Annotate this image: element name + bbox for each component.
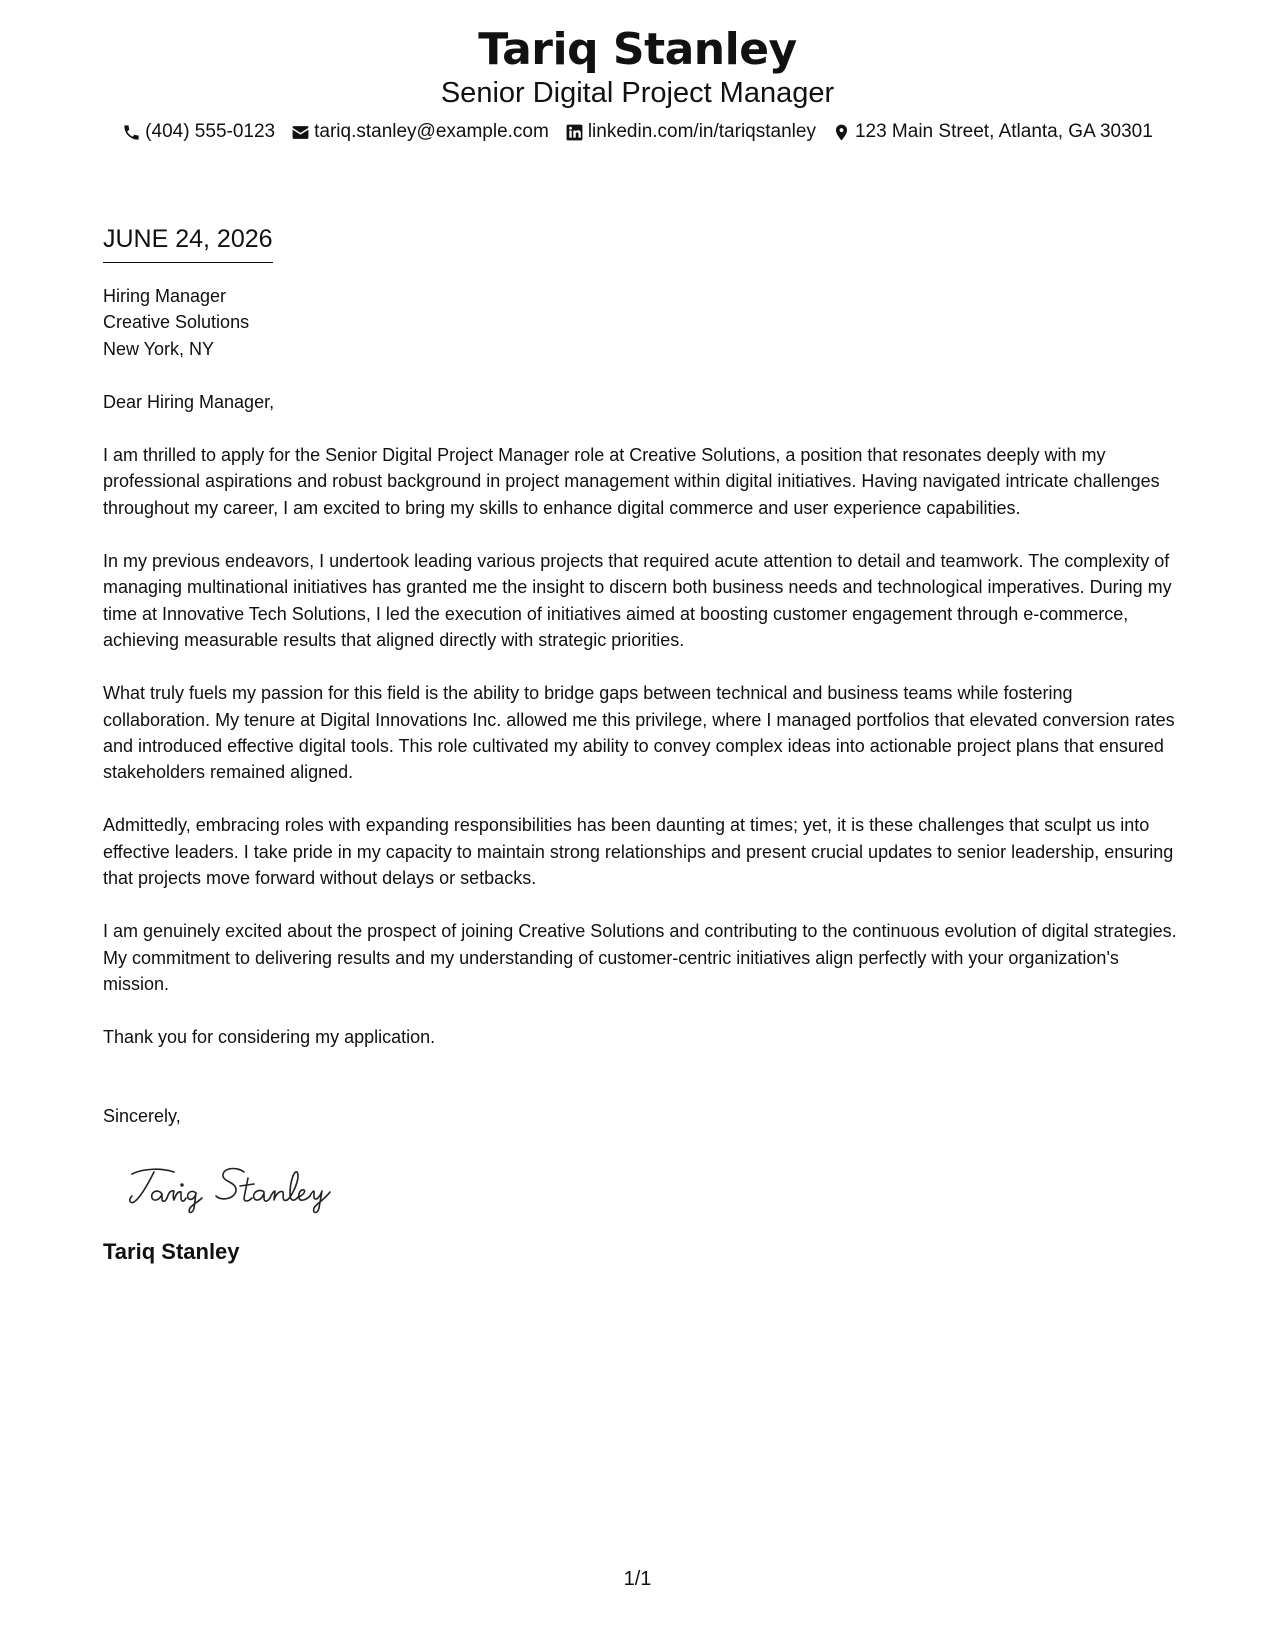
envelope-icon — [291, 123, 310, 142]
signer-name: Tariq Stanley — [103, 1239, 240, 1264]
letter-date: JUNE 24, 2026 — [103, 224, 273, 263]
phone-text: (404) 555-0123 — [145, 121, 276, 142]
applicant-name: Tariq Stanley — [478, 24, 797, 75]
applicant-title: Senior Digital Project Manager — [440, 77, 835, 109]
salutation: Dear Hiring Manager, — [103, 391, 275, 412]
contact-address — [832, 120, 1153, 144]
signoff: Sincerely, — [103, 1105, 181, 1126]
handwritten-signature — [126, 1160, 356, 1220]
paragraph-2: In my previous endeavors, I undertook leading various projects that required acute attention to detail and teamwork. The complexity of managing multinational initiatives has granted me the insight to discern both business needs and technological imperatives. During my time at Innovative Tech Solutions, I led the execution of initiatives aimed at boosting customer engagement through e-commerce, achieving measurable results that aligned directly with strategic priorities. — [103, 551, 1172, 650]
date-block — [103, 224, 273, 263]
linkedin-icon — [565, 123, 584, 142]
recipient-block — [103, 283, 1178, 362]
paragraph-5: I am genuinely excited about the prospect of joining Creative Solutions and contributing to the continuous evolution of digital strategies. My commitment to delivering results and my understanding of customer-centric initiatives align perfectly with your organization's mission. — [103, 921, 1177, 994]
contact-linkedin[interactable] — [565, 120, 816, 144]
contact-bar — [0, 120, 1275, 144]
recipient-company: Creative Solutions — [103, 312, 250, 333]
recipient-title: Hiring Manager — [103, 286, 227, 306]
address-text: 123 Main Street, Atlanta, GA 30301 — [854, 121, 1153, 142]
map-marker-icon — [832, 123, 851, 142]
letter-header — [0, 24, 1275, 144]
paragraph-4: Admittedly, embracing roles with expanding responsibilities has been daunting at times; yet, it is these challenges that sculpt us into effective leaders. I take pride in my capacity to maintain strong relationships and present crucial updates to senior leadership, ensuring that projects move forward without delays or setbacks. — [103, 815, 1174, 889]
paragraph-3: What truly fuels my passion for this field is the ability to bridge gaps between technical and business teams while fostering collaboration. My tenure at Digital Innovations Inc. allowed me this privilege, where I managed portfolios that elevated conversion rates and introduced effective digital tools. This role cultivated my ability to convey complex ideas into actionable project plans that ensured stakeholders remained aligned. — [103, 683, 1175, 783]
closing-thanks: Thank you for considering my application. — [103, 1027, 436, 1048]
contact-email[interactable] — [291, 120, 549, 144]
paragraph-1: I am thrilled to apply for the Senior Digital Project Manager role at Creative Solutions, a position that resonates deeply with my professional aspirations and robust background in project management within digital initiatives. Having navigated intricate challenges throughout my career, I am excited to bring my skills to enhance digital commerce and user experience capabilities. — [103, 445, 1160, 518]
page-number: 1/1 — [623, 1568, 652, 1590]
email-link[interactable]: tariq.stanley@example.com — [314, 121, 549, 142]
linkedin-link[interactable]: linkedin.com/in/tariqstanley — [587, 121, 816, 142]
letter-body — [103, 283, 1178, 1129]
phone-icon — [122, 123, 141, 142]
contact-phone — [122, 120, 275, 144]
recipient-location: New York, NY — [103, 338, 215, 359]
